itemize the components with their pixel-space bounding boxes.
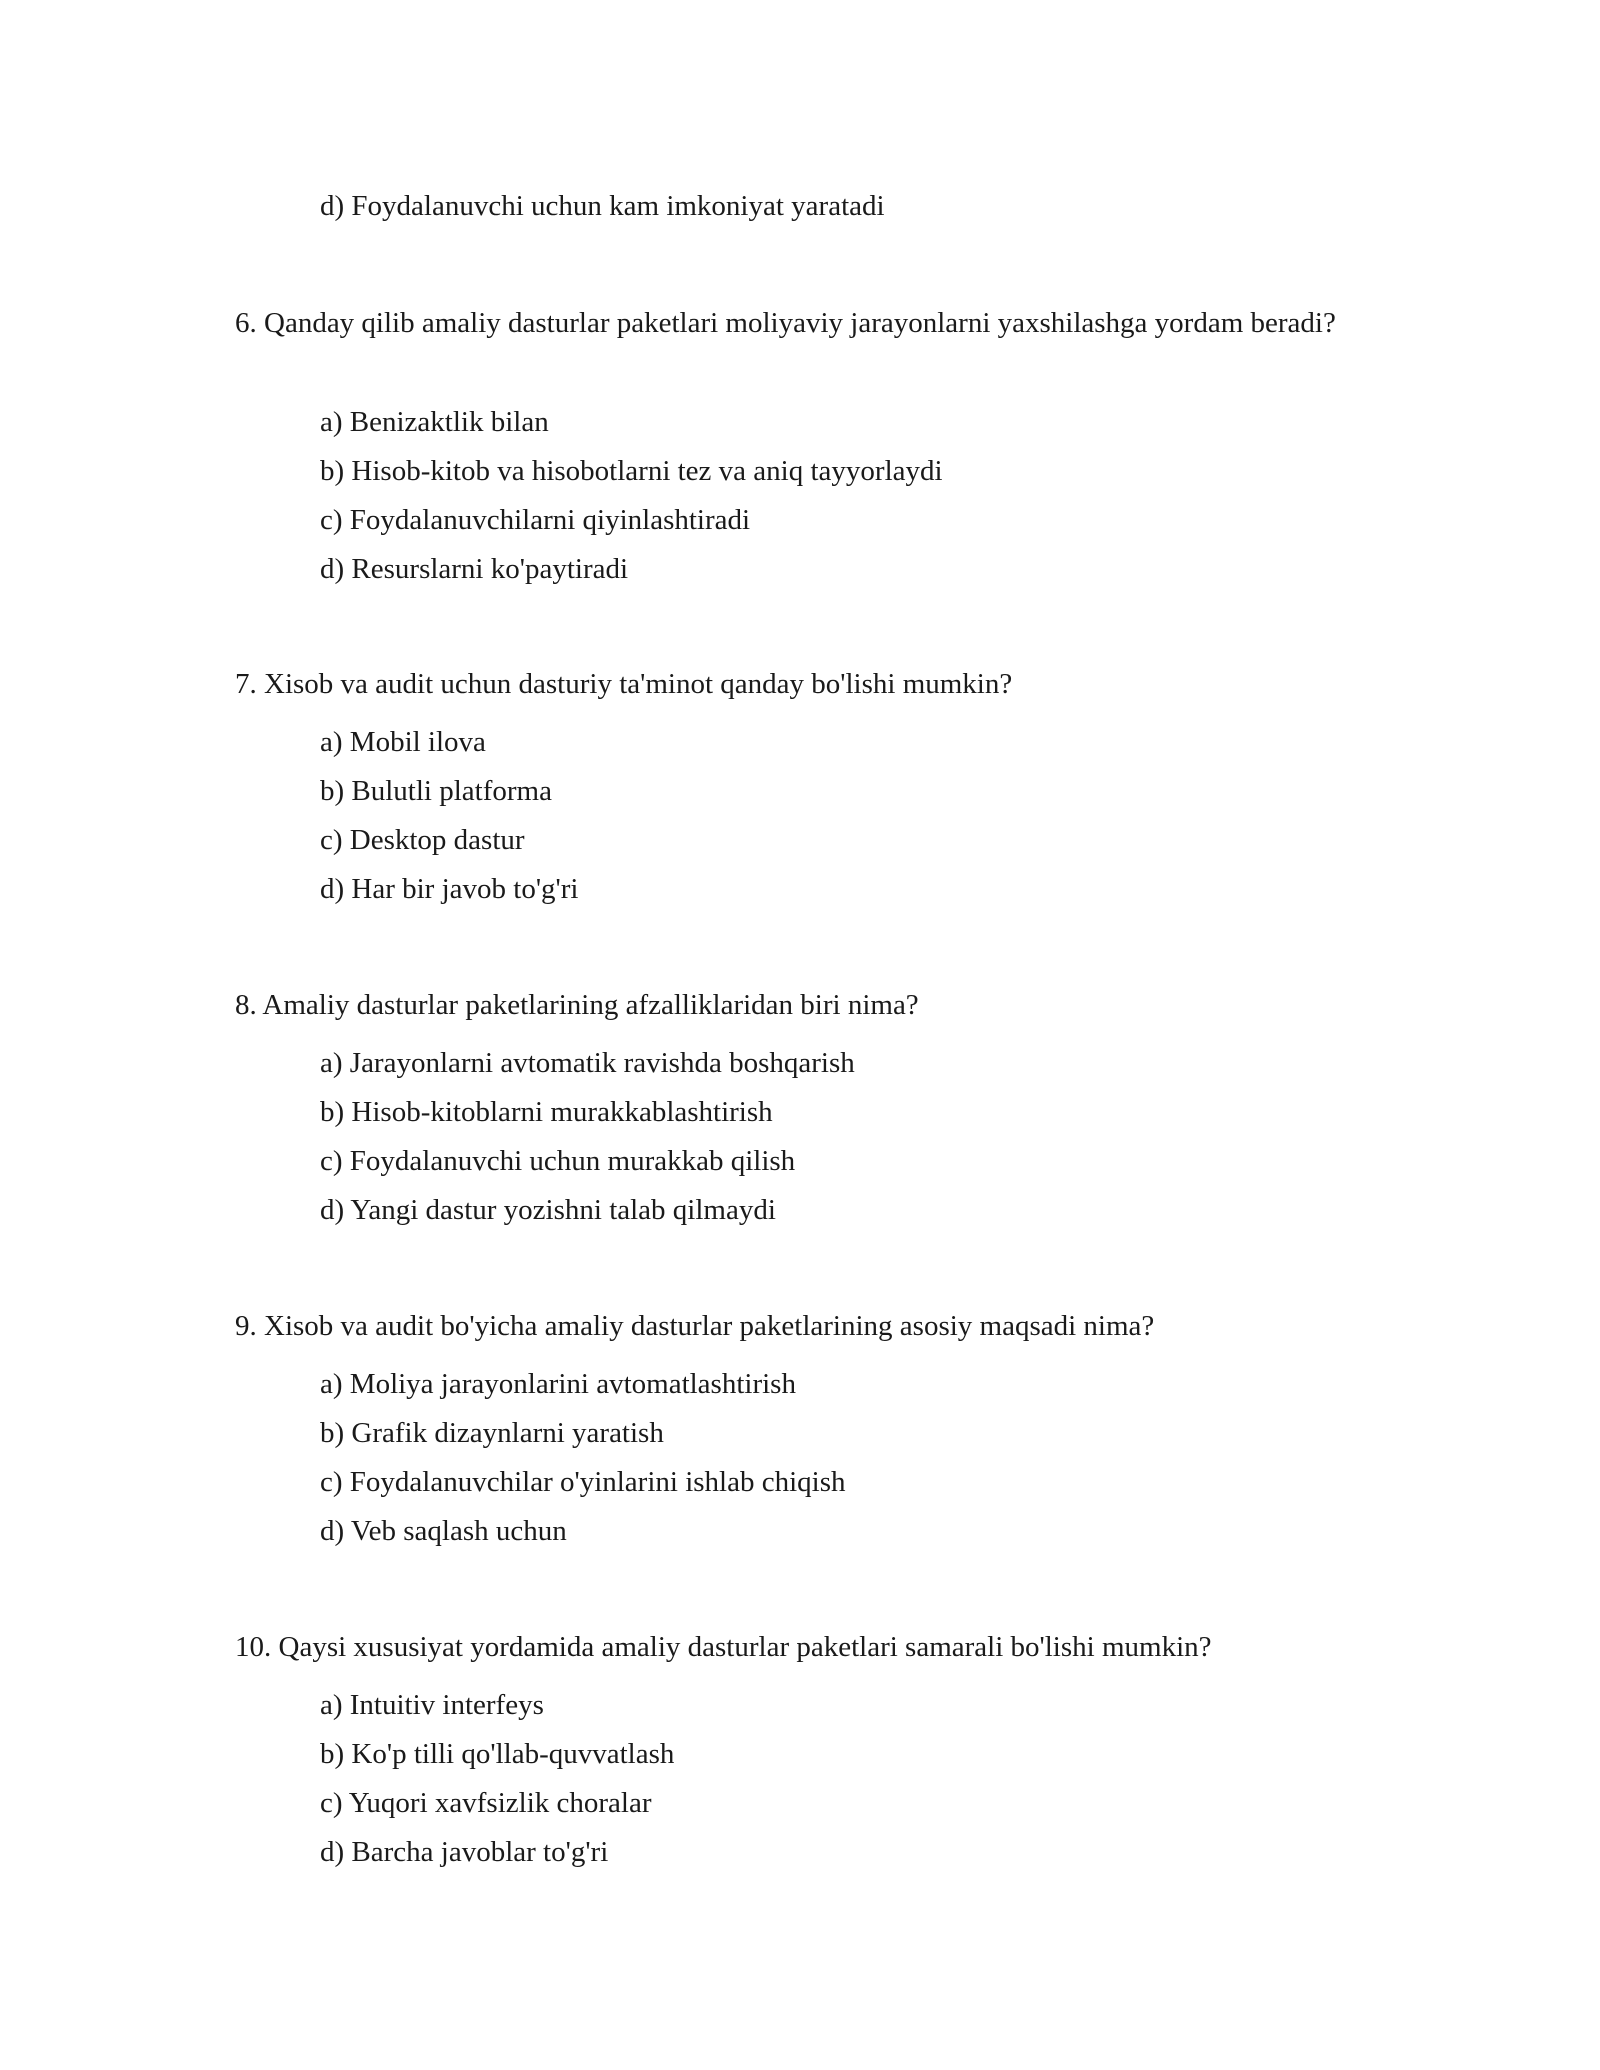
option-8d: d) Yangi dastur yozishni talab qilmaydi	[320, 1194, 776, 1226]
option-7d: d) Har bir javob to'g'ri	[320, 873, 579, 905]
question-9: 9. Xisob va audit bo'yicha amaliy dasturlar paketlarining asosiy maqsadi nima?	[235, 1310, 1155, 1342]
option-10d: d) Barcha javoblar to'g'ri	[320, 1836, 609, 1868]
option-10a: a) Intuitiv interfeys	[320, 1689, 544, 1721]
option-8c: c) Foydalanuvchi uchun murakkab qilish	[320, 1145, 796, 1177]
question-6: 6. Qanday qilib amaliy dasturlar paketlari moliyaviy jarayonlarni yaxshilashga yordam beradi?	[235, 307, 1336, 339]
option-9c: c) Foydalanuvchilar o'yinlarini ishlab chiqish	[320, 1466, 846, 1498]
option-7a: a) Mobil ilova	[320, 726, 486, 758]
question-7: 7. Xisob va audit uchun dasturiy ta'minot qanday bo'lishi mumkin?	[235, 668, 1013, 700]
option-5d: d) Foydalanuvchi uchun kam imkoniyat yaratadi	[320, 190, 885, 222]
question-8: 8. Amaliy dasturlar paketlarining afzalliklaridan biri nima?	[235, 989, 919, 1021]
option-9a: a) Moliya jarayonlarini avtomatlashtirish	[320, 1368, 796, 1400]
option-9b: b) Grafik dizaynlarni yaratish	[320, 1417, 664, 1449]
option-8b: b) Hisob-kitoblarni murakkablashtirish	[320, 1096, 773, 1128]
option-6b: b) Hisob-kitob va hisobotlarni tez va aniq tayyorlaydi	[320, 455, 943, 487]
option-7b: b) Bulutli platforma	[320, 775, 552, 807]
option-9d: d) Veb saqlash uchun	[320, 1515, 567, 1547]
option-6c: c) Foydalanuvchilarni qiyinlashtiradi	[320, 504, 751, 536]
option-6a: a) Benizaktlik bilan	[320, 406, 549, 438]
option-6d: d) Resurslarni ko'paytiradi	[320, 553, 629, 585]
question-10: 10. Qaysi xususiyat yordamida amaliy dasturlar paketlari samarali bo'lishi mumkin?	[235, 1631, 1212, 1663]
option-10b: b) Ko'p tilli qo'llab-quvvatlash	[320, 1738, 675, 1770]
option-8a: a) Jarayonlarni avtomatik ravishda boshqarish	[320, 1047, 855, 1079]
option-7c: c) Desktop dastur	[320, 824, 525, 856]
option-10c: c) Yuqori xavfsizlik choralar	[320, 1787, 652, 1819]
